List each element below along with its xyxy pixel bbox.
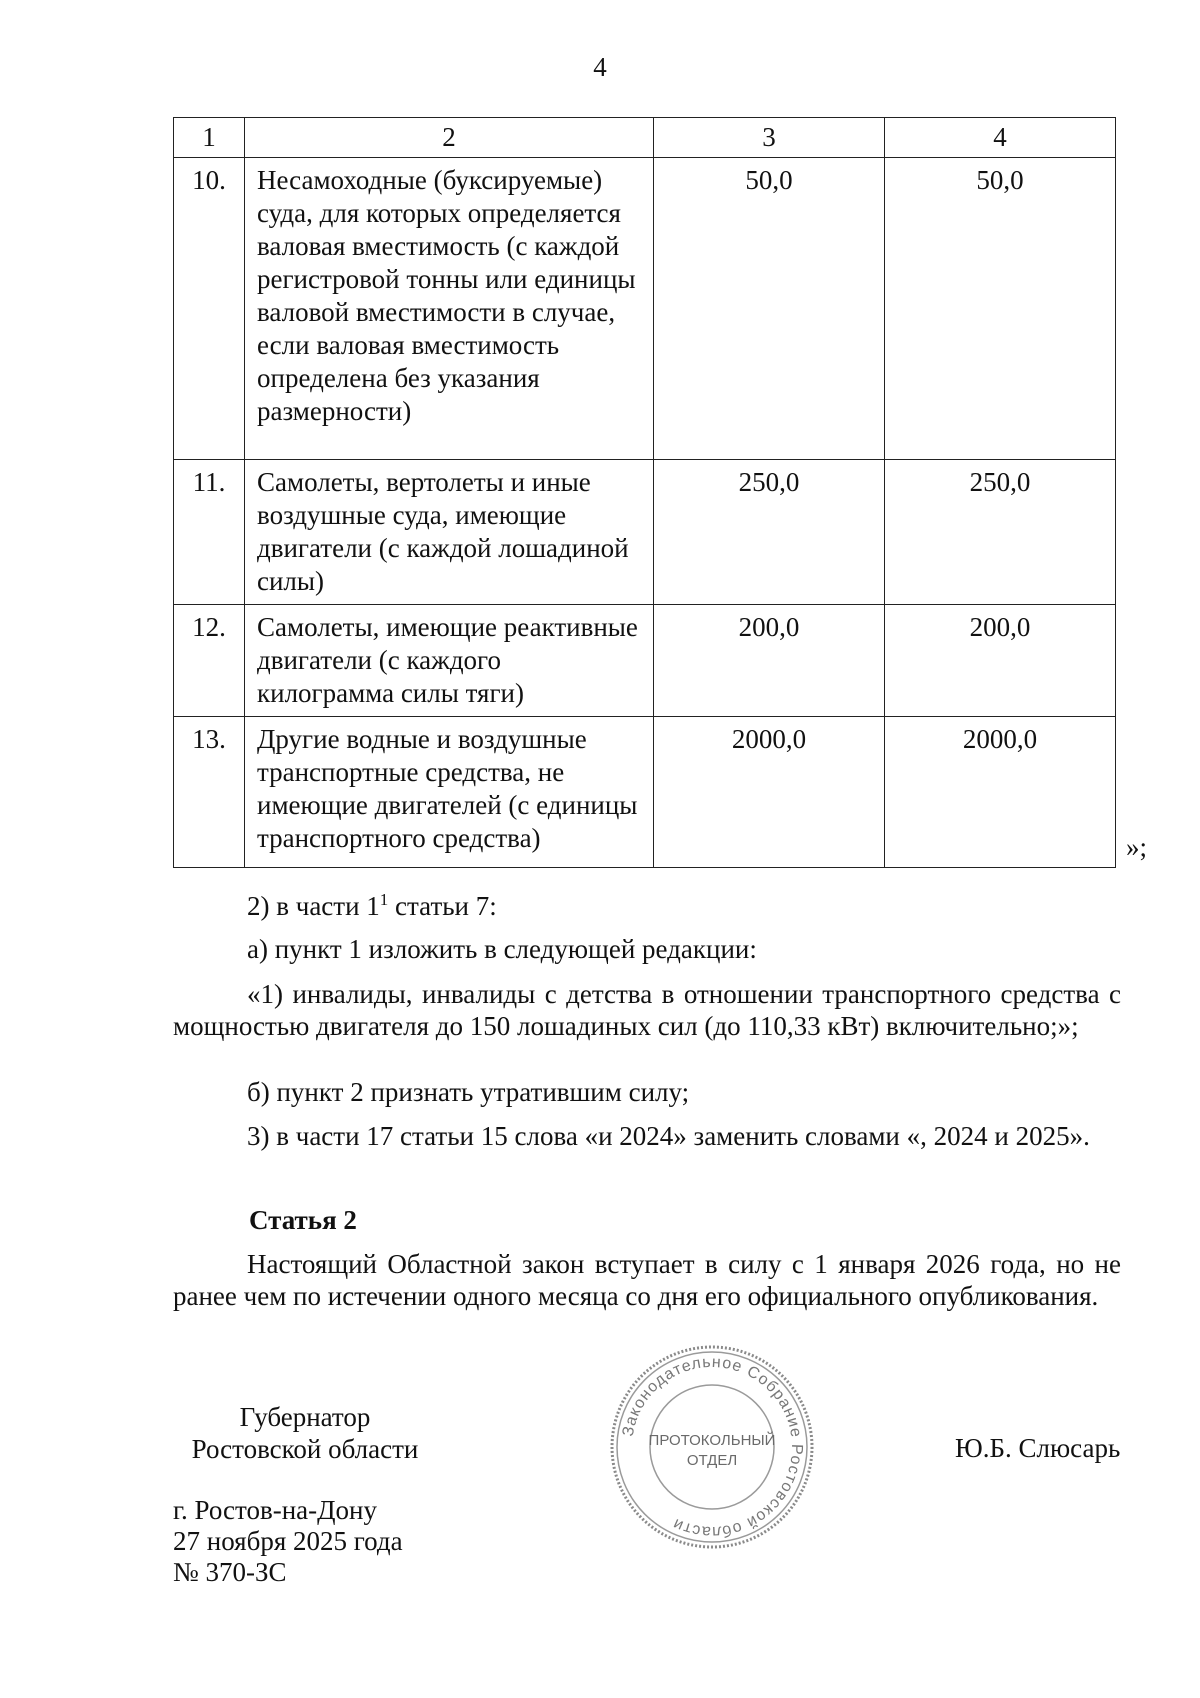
paragraph-text: 3) в части 17 статьи 15 слова «и 2024» заменить словами «, 2024 и 2025».: [247, 1121, 1090, 1151]
table-row: [174, 717, 1116, 868]
row-rate-col3: 2000,0: [654, 717, 885, 868]
paragraph-part-3: [173, 1120, 1121, 1152]
table-row: [174, 460, 1116, 605]
table-row: [174, 158, 1116, 460]
row-number: 12.: [174, 605, 245, 717]
header-cell-4: 4: [885, 118, 1116, 158]
governor-title: [170, 1401, 440, 1465]
date: 27 ноября 2025 года: [173, 1526, 403, 1556]
article-title: Статья 2: [249, 1205, 357, 1235]
seal-ring-text: Законодательное Собрание Ростовской области: [619, 1353, 806, 1541]
row-rate-col4: 200,0: [885, 605, 1116, 717]
paragraph-b: [173, 1076, 1121, 1108]
header-cell-3: 3: [654, 118, 885, 158]
paragraph-text: статьи 7:: [388, 891, 497, 921]
governor-line-2: Ростовской области: [191, 1434, 419, 1464]
row-rate-col3: 200,0: [654, 605, 885, 717]
row-number: 13.: [174, 717, 245, 868]
seal-center-line-1: ПРОТОКОЛЬНЫЙ: [648, 1432, 776, 1449]
signer-name: Ю.Б. Слюсарь: [955, 1433, 1121, 1463]
table-header-row: [174, 118, 1116, 158]
header-cell-1: 1: [174, 118, 245, 158]
table-row: [174, 605, 1116, 717]
row-number: 10.: [174, 158, 245, 460]
official-seal-stamp: [607, 1342, 817, 1552]
article-text: [173, 1248, 1121, 1312]
row-rate-col3: 50,0: [654, 158, 885, 460]
paragraph-part-2: [173, 890, 1121, 922]
row-number: 11.: [174, 460, 245, 605]
row-description: Самолеты, имеющие реактивные двигатели (с каждого килограмма силы тяги): [245, 605, 654, 717]
governor-line-1: Губернатор: [239, 1402, 371, 1432]
row-rate-col4: 250,0: [885, 460, 1116, 605]
paragraph-text: а) пункт 1 изложить в следующей редакции:: [247, 934, 757, 964]
header-cell-2: 2: [245, 118, 654, 158]
paragraph-item-1: [173, 978, 1121, 1042]
paragraph-a: [173, 933, 1121, 965]
paragraph-text: б) пункт 2 признать утратившим силу;: [247, 1077, 690, 1107]
row-rate-col4: 2000,0: [885, 717, 1116, 868]
document-place-date: [173, 1495, 403, 1588]
seal-center-line-2: ОТДЕЛ: [686, 1452, 738, 1469]
page-number: 4: [593, 52, 607, 82]
paragraph-text: Настоящий Областной закон вступает в силу с 1 января 2026 года, но не ранее чем по истечении одного месяца со дня его официального опубликования.: [173, 1249, 1121, 1311]
row-description: Самолеты, вертолеты и иные воздушные суда, имеющие двигатели (с каждой лошадиной силы): [245, 460, 654, 605]
table-closing-quote: »;: [1126, 832, 1148, 862]
row-rate-col3: 250,0: [654, 460, 885, 605]
city: г. Ростов-на-Дону: [173, 1495, 378, 1525]
paragraph-text: 2) в части 1: [247, 891, 380, 921]
paragraph-text: «1) инвалиды, инвалиды с детства в отношении транспортного средства с мощностью двигателя до 150 лошадиных сил (до 110,33 кВт) включительно;»;: [173, 979, 1121, 1041]
tax-rates-table: [173, 117, 1116, 868]
superscript: 1: [379, 890, 389, 909]
row-rate-col4: 50,0: [885, 158, 1116, 460]
row-description: Другие водные и воздушные транспортные средства, не имеющие двигателей (с единицы транспортного средства): [245, 717, 654, 868]
law-number: № 370-ЗС: [173, 1557, 287, 1587]
row-description: Несамоходные (буксируемые) суда, для которых определяется валовая вместимость (с каждой регистровой тонны или единицы валовой вместимости в случае, если валовая вместимость определена без указания размерности): [245, 158, 654, 460]
